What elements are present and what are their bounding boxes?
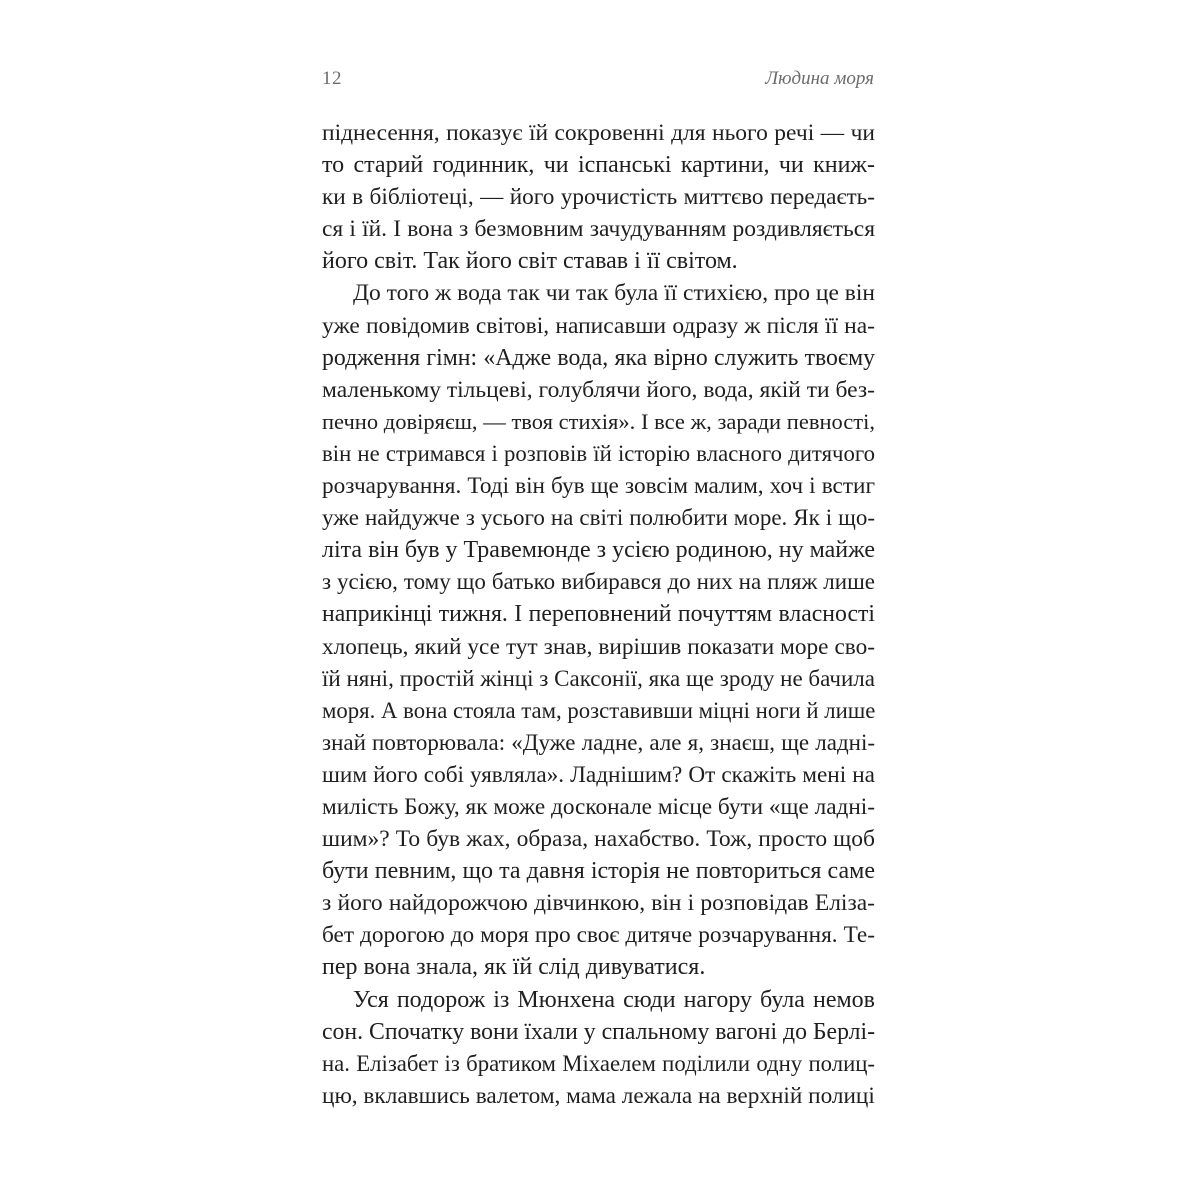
running-head bbox=[322, 68, 874, 96]
text-line: печно довіряєш, — твоя стихія». І все ж, заради певності, bbox=[322, 408, 875, 434]
text-line: наприкінці тижня. І переповнений почуттям власності bbox=[322, 601, 875, 628]
text-line: на. Елізабет із братиком Міхаелем поділили одну полиц- bbox=[322, 1050, 875, 1076]
text-line: моря. А вона стояла там, розставивши міцні ноги й лише bbox=[322, 697, 876, 723]
text-line: шим»? То був жах, образа, нахабство. Тож, просто щоб bbox=[322, 826, 875, 853]
body-text bbox=[322, 117, 875, 1112]
text-line: пер вона знала, як їй слід дивуватися. bbox=[322, 954, 706, 981]
text-line: піднесення, показує їй сокровенні для нього речі — чи bbox=[322, 120, 875, 146]
text-line: з його найдорожчою дівчинкою, він і розповідав Елізa- bbox=[322, 890, 875, 917]
text-line: ки в бібліотеці, — його урочистість миттєво передаєть- bbox=[322, 184, 875, 211]
text-line: До того ж вода так чи так була її стихією, про це він bbox=[353, 280, 875, 307]
text-line: його світ. Так його світ ставав і її світом. bbox=[322, 248, 738, 275]
text-line: шим його собі уявляла». Ладнішим? От скажіть мені на bbox=[322, 761, 875, 788]
text-line: Уся подорож із Мюнхена сюди нагору була немов bbox=[353, 986, 875, 1013]
text-line: милість Божу, як може досконале місце бути «ще ладні- bbox=[322, 793, 875, 820]
text-line: бути певним, що та давня історія не повториться саме bbox=[322, 858, 875, 885]
text-line: маленькому тільцеві, голублячи його, вода, якій ти без- bbox=[322, 376, 875, 403]
paragraph bbox=[322, 277, 875, 983]
text-line: розчарування. Тоді він був ще зовсім малим, хоч і встиг bbox=[322, 473, 875, 500]
text-line: з усією, тому що батько вибирався до них на пляж лише bbox=[322, 569, 875, 595]
book-title: Людина моря bbox=[765, 68, 874, 89]
text-line: він не стримався і розповів їй історію власного дитячого bbox=[322, 440, 875, 466]
text-line: хлопець, який усе тут знав, вирішив показати море сво- bbox=[322, 633, 875, 660]
text-line: цю, вклавшись валетом, мама лежала на верхній полиці bbox=[322, 1082, 875, 1109]
page-number: 12 bbox=[322, 68, 342, 89]
text-line: бет дорогою до моря про своє дитяче розчарування. Те- bbox=[322, 922, 875, 949]
text-line: сон. Спочатку вони їхали у спальному вагоні до Берлі- bbox=[322, 1018, 875, 1045]
text-line: то старий годинник, чи іспанські картини, чи книж- bbox=[322, 152, 875, 179]
text-line: уже повідомив світові, написавши одразу ж після її на- bbox=[322, 312, 875, 339]
text-line: ся і їй. І вона з безмовним зачудуванням роздивляється bbox=[322, 216, 875, 243]
text-line: уже найдужче з усього на світі полюбити море. Як і що- bbox=[322, 505, 875, 531]
text-line: їй няні, простій жінці з Саксонії, яка ще зроду не бачила bbox=[322, 665, 875, 691]
text-line: знай повторювала: «Дуже ладне, але я, знаєш, ще ладні- bbox=[322, 729, 875, 755]
paragraph bbox=[322, 117, 875, 277]
text-line: літа він був у Травемюнде з усією родиною, ну майже bbox=[322, 537, 876, 564]
paragraph bbox=[322, 984, 875, 1112]
text-line: родження гімн: «Адже вода, яка вірно служить твоєму bbox=[322, 344, 875, 371]
